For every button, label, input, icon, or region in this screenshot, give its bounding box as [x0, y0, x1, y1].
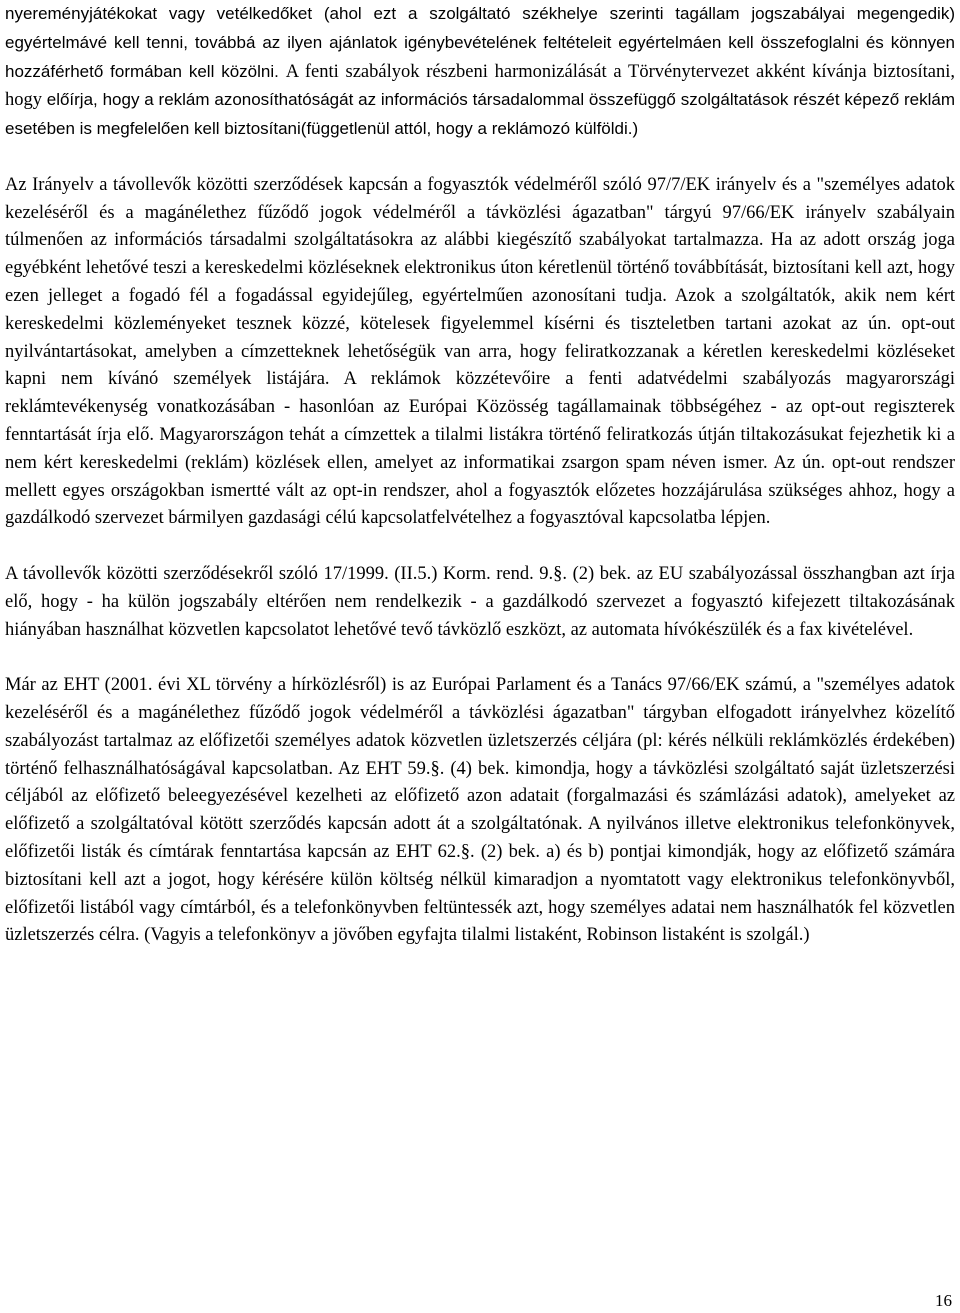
paragraph-intro-text-a: nyereményjátékokat vagy vetélkedőket (ahol ezt a szolgáltató székhelye szerinti tagállam jogszabályai megengedik) egyértelmávé kell tenni, továbbá az ilyen ajánlatok igénybevételének feltételeit egyértelmáen kell összefoglalni és könnyen hozzáférhető formában kell közölni.: [5, 4, 955, 81]
paragraph-eht-text: Már az EHT (2001. évi XL törvény a hírközlésről) is az Európai Parlament és a Tanács 97/66/EK számú, a "személyes adatok kezeléséről és a magánélethez fűződő jogok védelméről a távközlési ágazatban" tárgyban elfogadott irányelvhez közelítő szabályozást tartalmaz az előfizetői személyes adatok közvetlen üzletszerzés céljára (pl: kérés nélküli reklámközlés érdekében) történő felhasználhatóságával kapcsolatban. Az EHT 59.§. (4) bek. kimondja, hogy a távközlési szolgáltató saját üzletszerzési céljából az előfizető beleegyezésével kezelheti az előfizető azon adatait (forgalmazási és számlázási adatok), amelyeket az előfizető a szolgáltatóval kötött szerződés kapcsán adott át a szolgáltatónak. A nyilvános illetve elektronikus telefonkönyvek, előfizetői listák és címtárak fenntartása kapcsán az EHT 62.§. (2) bek. a) és b) pontjai kimondják, hogy az előfizető számára biztosítani kell azt a jogot, hogy kérésére külön költség nélkül kimaradjon a nyomtatott vagy elektronikus telefonkönyvből, előfizetői listából vagy címtárból, és a telefonkönyvben feltüntessék azt, hogy személyes adatai nem használhatók fel közvetlen üzletszerzés célra. (Vagyis a telefonkönyv a jövőben egyfajta tilalmi listaként, Robinson listaként is szolgál.): [5, 675, 955, 946]
paragraph-intro-text-c: előírja, hogy a reklám azonosíthatóságát az információs társadalommal összefüggő szolgáltatások részét képező reklám esetében is megfelelően kell biztosítani(függetlenül attól, hogy a reklámozó külföldi.): [5, 90, 955, 139]
paragraph-directive-text: Az Irányelv a távollevők közötti szerződések kapcsán a fogyasztók védelméről szóló 97/7/EK irányelv és a "személyes adatok kezeléséről és a magánélethez fűződő jogok védelméről a távközlési ágazatban" tárgyú 97/66/EK irányelv szabályain túlmenően az információs társadalmi szolgáltatásokra az alábbi kiegészítő szabályokat tartalmazza. Ha az adott ország joga egyébként lehetővé teszi a kereskedelmi közléseknek elektronikus úton kéretlenül történő továbbítását, biztosítani kell azt, hogy ezen jelleget a fogadó fél a fogadással egyidejűleg, egyértelműen azonosítani tudja. Azok a szolgáltatók, akik nem kért kereskedelmi közleményeket tesznek közzé, kötelesek figyelemmel kísérni és tiszteletben tartani azokat az ún. opt-out nyilvántartásokat, amelyben a címzetteknek lehetőségük van arra, hogy feliratkozzanak a kéretlen kereskedelmi közléseket kapni nem kívánó személyek listájára. A reklámok közzétevőire a fenti adatvédelmi szabályozás magyarországi reklámtevékenység vonatkozásában - hasonlóan az Európai Közösség tagállamainak többségéhez - az opt-out regiszterek fenntartását írja elő. Magyarországon tehát a címzettek a tilalmi listákra történő feliratkozás útján tiltakozásukat fejezhetik ki a nem kért kereskedelmi (reklám) közlések ellen, amelyet az informatikai zsargon spam néven ismer. Az ún. opt-out rendszer mellett egyes országokban ismertté vált az opt-in rendszer, ahol a fogyasztók előzetes hozzájárulása szükséges ahhoz, hogy a gazdálkodó szervezet bármilyen gazdasági célú kapcsolatfelvételhez a fogyasztóval kapcsolatba lépjen.: [5, 174, 955, 529]
paragraph-regulation-text: A távollevők közötti szerződésekről szóló 17/1999. (II.5.) Korm. rend. 9.§. (2) bek. az EU szabályozással összhangban azt írja elő, hogy - ha külön jogszabály eltérően nem rendelkezik - a gazdálkodó szervezet a fogyasztó kifejezett tiltakozásának hiányában használhat közvetlen kapcsolatot lehetővé tevő távközlő eszközt, az automata hívókészülék és a fax kivételével.: [5, 563, 955, 640]
paragraph-directive: [5, 172, 955, 533]
paragraph-regulation: [5, 561, 955, 644]
paragraph-eht: [5, 672, 955, 950]
paragraph-intro-text-b: A fenti szabályok részbeni harmonizálását a Törvénytervezet akként kívánja biztosítani, hogy: [5, 61, 955, 111]
paragraph-spacer: [5, 533, 955, 561]
paragraph-spacer: [5, 144, 955, 172]
paragraph-spacer: [5, 644, 955, 672]
paragraph-intro: [5, 0, 955, 144]
page-number: 16: [935, 1291, 952, 1310]
document-page: [5, 0, 955, 950]
